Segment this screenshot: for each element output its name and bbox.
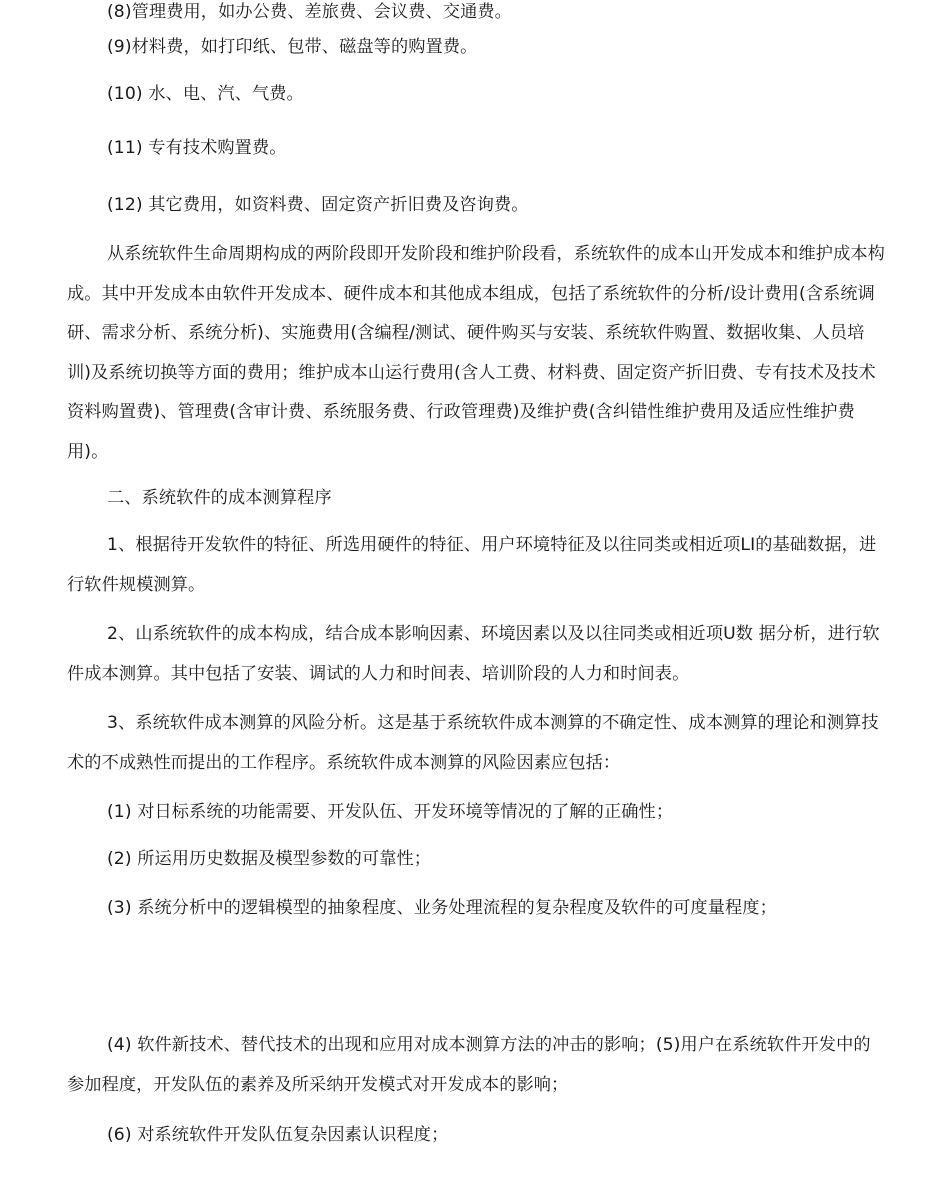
step-3-paragraph: 3、系统软件成本测算的风险分析。这是基于系统软件成本测算的不确定性、成本测算的理论和测算技术的不成熟性而提出的工作程序。系统软件成本测算的风险因素应包括： [67,713,879,773]
risk-item-1: (1) 对日标系统的功能需要、开发队伍、开发环境等情况的了解的正确性； [107,802,674,822]
section-heading: 二、系统软件的成本测算程序 [107,488,332,508]
risk-item-3: (3) 系统分析中的逻辑模型的抽象程度、业务处理流程的复杂程度及软件的可度量程度； [107,898,777,918]
risk-item-4-5: (4) 软件新技术、替代技术的出现和应用对成本测算方法的冲击的影响；(5)用户在系统软件开发中的参加程度，开发队伍的素养及所采纳开发模式对开发成本的影响； [67,1035,871,1095]
cost-item-11: (11) 专有技术购置费。 [107,138,287,158]
risk-item-6: (6) 对系统软件开发队伍复杂因素认识程度； [107,1125,449,1145]
cost-composition-paragraph: 从系统软件生命周期构成的两阶段即开发阶段和维护阶段看，系统软件的成本山开发成本和维护成本构成。其中开发成本由软件开发成本、硬件成本和其他成本组成，包括了系统软件的分析/设计费用(含系统调研、需求分析、系统分析)、实施费用(含编程/测试、硬件购买与安装、系统软件购置、数据收集、人员培训)及系统切换等方面的费用；维护成本山运行费用(含人工费、材料费、固定资产折旧费、专有技术及技术资料购置费)、管理费(含审计费、系统服务费、行政管理费)及维护费(含纠错性维护费用及适应性维护费用)。 [67,244,885,462]
cost-item-10: (10) 水、电、汽、气费。 [107,84,304,104]
cost-item-8: (8)管理费用，如办公费、差旅费、会议费、交通费。 [107,2,512,22]
risk-item-2: (2) 所运用历史数据及模型参数的可靠性； [107,849,432,869]
step-2-paragraph: 2、山系统软件的成本构成，结合成本影响因素、环境因素以及以往同类或相近项U数 据分析，进行软件成本测算。其中包括了安装、调试的人力和时间表、培训阶段的人力和时间表。 [67,624,880,684]
cost-item-9: (9)材料费，如打印纸、包带、磁盘等的购置费。 [107,37,478,57]
cost-item-12: (12) 其它费用，如资料费、固定资产折旧费及咨询费。 [107,195,529,215]
step-1-paragraph: 1、根据待开发软件的特征、所选用硬件的特征、用户环境特征及以往同类或相近项LI的基础数据，进行软件规模测算。 [67,535,877,595]
